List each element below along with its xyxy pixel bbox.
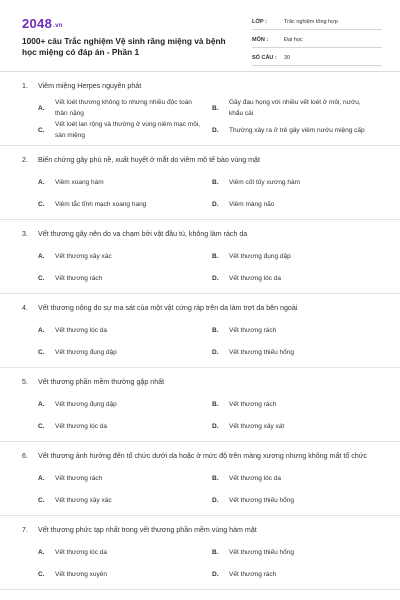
answer-option[interactable] [212, 267, 384, 289]
answer-option[interactable] [38, 489, 210, 511]
answer-option[interactable] [38, 467, 210, 489]
option-text: Vết thương lóc da [55, 548, 107, 556]
answer-options [0, 315, 400, 363]
option-text: Viêm màng não [229, 200, 275, 208]
quiz-meta [252, 14, 382, 68]
answer-option[interactable] [212, 245, 384, 267]
question-number: 4. [22, 304, 28, 312]
question-item [0, 294, 400, 368]
option-letter: A. [38, 326, 45, 334]
option-letter: D. [212, 570, 219, 578]
option-text: Vết thương đụng dập [229, 252, 291, 260]
question-number: 2. [22, 156, 28, 164]
option-letter: A. [38, 548, 45, 556]
question-text: Vết thương gây nên do va chạm bởi vật đầu tù, không làm rách da [38, 230, 248, 238]
option-text: Vết thương đụng dập [55, 400, 117, 408]
meta-row-class [252, 14, 382, 30]
option-letter: B. [212, 104, 219, 112]
option-letter: D. [212, 274, 219, 282]
meta-key: SỐ CÂU : [252, 54, 277, 61]
question-list [0, 72, 400, 590]
answer-option[interactable] [212, 467, 384, 489]
question-number: 3. [22, 230, 28, 238]
question-item [0, 72, 400, 146]
answer-options [0, 389, 400, 437]
logo-text: 2048 [22, 16, 53, 31]
option-text: Viêm cốt tủy xương hàm [229, 178, 300, 186]
answer-option[interactable] [212, 119, 384, 141]
option-text: Vết thương xuyên [55, 570, 107, 578]
option-text: Vết thương rách [55, 474, 103, 482]
option-letter: B. [212, 252, 219, 260]
option-letter: C. [38, 348, 45, 356]
option-text: Vết thương lóc da [55, 326, 107, 334]
question-text-row [0, 228, 400, 241]
question-item [0, 220, 400, 294]
option-letter: A. [38, 104, 45, 112]
answer-option[interactable] [38, 393, 210, 415]
option-text: Viêm tắc tĩnh mạch xoang hang [55, 200, 147, 208]
option-text: Thường xảy ra ở trẻ gây viêm nướu miệng cấp [229, 126, 365, 134]
option-letter: C. [38, 126, 45, 134]
option-letter: B. [212, 326, 219, 334]
answer-option[interactable] [38, 119, 210, 141]
option-text: Vết thương xây xác [55, 496, 112, 504]
option-text: Vết thương xây xác [55, 252, 112, 260]
option-letter: C. [38, 570, 45, 578]
meta-key: MÔN : [252, 36, 269, 43]
option-letter: A. [38, 400, 45, 408]
answer-option[interactable] [212, 393, 384, 415]
answer-option[interactable] [212, 171, 384, 193]
question-text: Vết thương phần mềm thường gặp nhất [38, 378, 165, 386]
question-text: Vết thương ảnh hưởng đến tổ chức dưới da hoặc ở mức độ trên màng xương nhưng không mất tổ chức [38, 452, 368, 460]
answer-option[interactable] [38, 267, 210, 289]
option-letter: C. [38, 422, 45, 430]
option-text: Vết thương lóc da [229, 474, 281, 482]
option-letter: C. [38, 496, 45, 504]
question-text: Biến chứng gây phù nề, xuất huyết ở mắt do viêm mô tế bào vùng mặt [38, 156, 260, 164]
answer-option[interactable] [212, 563, 384, 585]
question-number: 5. [22, 378, 28, 386]
option-text: Vết thương rách [55, 274, 103, 282]
option-text: Vết thương thiếu hổng [229, 348, 294, 356]
answer-option[interactable] [212, 319, 384, 341]
option-letter: A. [38, 252, 45, 260]
option-letter: A. [38, 178, 45, 186]
answer-option[interactable] [38, 341, 210, 363]
question-number: 7. [22, 526, 28, 534]
answer-option[interactable] [212, 541, 384, 563]
option-text: Vết thương rách [229, 326, 277, 334]
option-letter: D. [212, 422, 219, 430]
answer-option[interactable] [212, 415, 384, 437]
question-text: Vết thương nông do sự ma sát của một vật cứng ráp trên da làm trợt da bên ngoài [38, 304, 298, 312]
option-letter: D. [212, 496, 219, 504]
option-text: Vết loét thương không to nhưng nhiều độc toàn thân nặng [55, 99, 192, 117]
question-text-row [0, 154, 400, 167]
answer-option[interactable] [38, 171, 210, 193]
option-text: Vết thương thiếu hổng [229, 548, 294, 556]
question-text-row [0, 524, 400, 537]
option-text: Gây đau họng với nhiều vết loét ở môi, nướu, khẩu cái [229, 99, 361, 117]
question-item [0, 368, 400, 442]
quiz-title: 1000+ câu Trắc nghiệm Vệ sinh răng miệng và bệnh học miệng có đáp án - Phần 1 [22, 36, 226, 57]
meta-row-count [252, 50, 382, 66]
option-text: Vết thương xây xát [229, 422, 285, 430]
quiz-header [0, 0, 400, 72]
answer-option[interactable] [38, 319, 210, 341]
option-text: Vết thương đụng dập [55, 348, 117, 356]
answer-option[interactable] [38, 245, 210, 267]
option-letter: B. [212, 178, 219, 186]
option-letter: D. [212, 126, 219, 134]
answer-option[interactable] [38, 563, 210, 585]
answer-option[interactable] [212, 341, 384, 363]
question-text: Vết thương phức tạp nhất trong vết thương phần mềm vùng hàm mặt [38, 526, 257, 534]
logo-suffix: .vn [53, 23, 63, 29]
meta-key: LỚP : [252, 18, 267, 25]
answer-option[interactable] [38, 193, 210, 215]
answer-options [0, 537, 400, 585]
question-number: 1. [22, 82, 28, 90]
answer-option[interactable] [38, 97, 210, 119]
question-item [0, 442, 400, 516]
question-text-row [0, 376, 400, 389]
question-item [0, 146, 400, 220]
answer-options [0, 167, 400, 215]
question-text-row [0, 450, 400, 463]
answer-options [0, 93, 400, 141]
meta-row-subject [252, 32, 382, 48]
option-text: Vết thương lóc da [55, 422, 107, 430]
option-letter: B. [212, 548, 219, 556]
answer-option[interactable] [212, 489, 384, 511]
answer-options [0, 241, 400, 289]
option-letter: C. [38, 200, 45, 208]
option-text: Vết thương lóc da [229, 274, 281, 282]
option-letter: D. [212, 200, 219, 208]
question-number: 6. [22, 452, 28, 460]
question-text: Viêm miệng Herpes nguyên phát [38, 82, 142, 90]
option-letter: A. [38, 474, 45, 482]
option-text: Vết thương thiếu hổng [229, 496, 294, 504]
question-text-row [0, 80, 400, 93]
option-letter: B. [212, 400, 219, 408]
option-text: Vết loét lan rộng và thường ở vùng niêm mạc môi, sàn miệng [55, 121, 201, 139]
answer-option[interactable] [38, 541, 210, 563]
meta-value: Trắc nghiệm tổng hợp [284, 18, 338, 25]
question-text-row [0, 302, 400, 315]
option-letter: B. [212, 474, 219, 482]
answer-option[interactable] [212, 97, 384, 119]
answer-option[interactable] [212, 193, 384, 215]
answer-option[interactable] [38, 415, 210, 437]
meta-value: Đại học [284, 36, 303, 43]
option-text: Viêm xoang hàm [55, 178, 104, 186]
question-item [0, 516, 400, 590]
option-text: Vết thương rách [229, 570, 277, 578]
option-letter: C. [38, 274, 45, 282]
meta-value: 30 [284, 54, 291, 61]
site-logo[interactable] [22, 16, 63, 31]
option-text: Vết thương rách [229, 400, 277, 408]
answer-options [0, 463, 400, 511]
option-letter: D. [212, 348, 219, 356]
